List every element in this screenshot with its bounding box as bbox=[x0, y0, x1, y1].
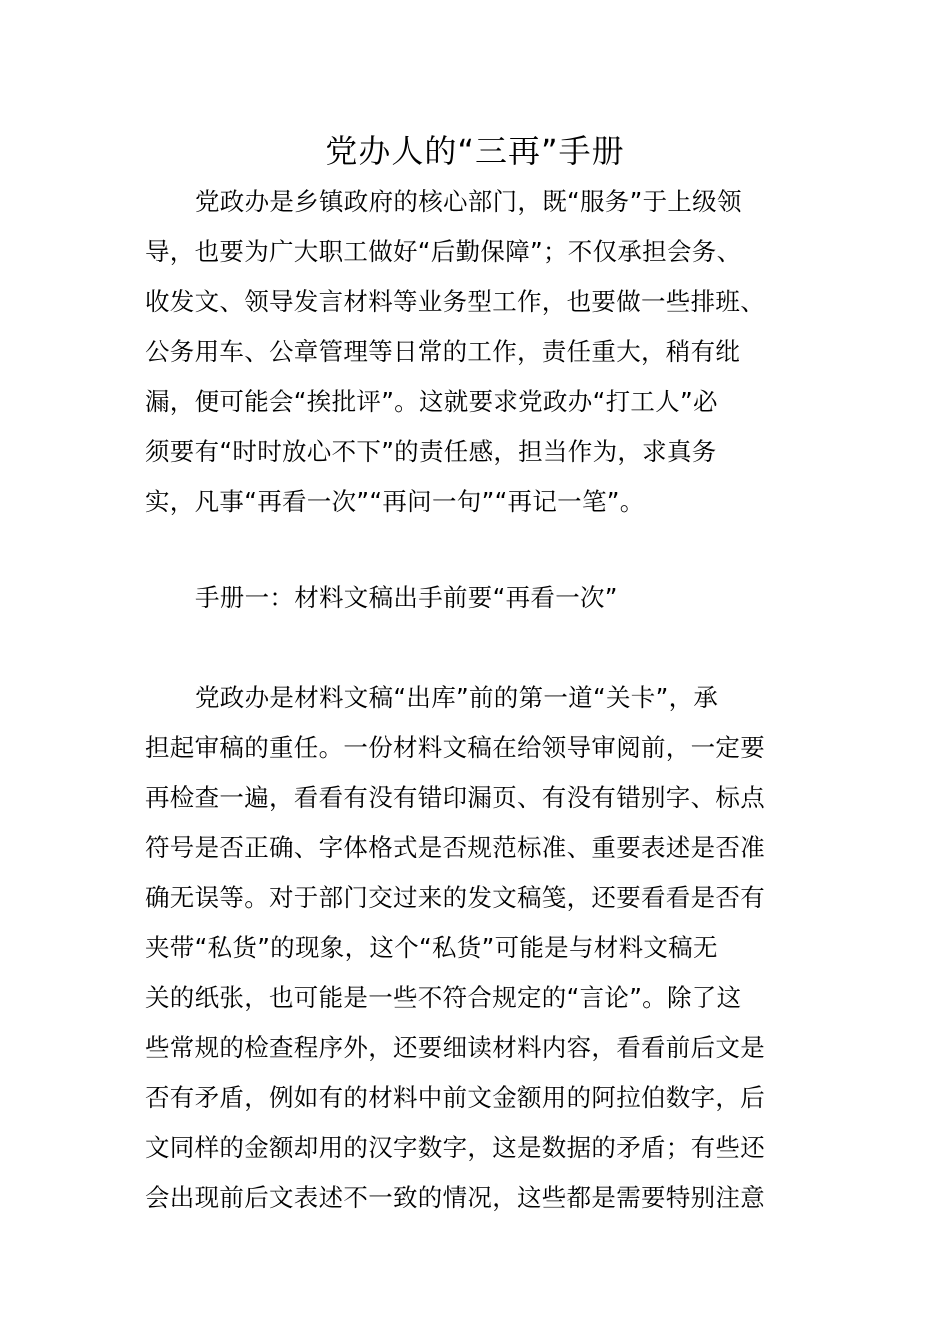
paragraph-line: 实，凡事“再看一次”“再问一句”“再记一笔”。 bbox=[145, 487, 645, 516]
document-title: 党办人的“三再”手册 bbox=[325, 132, 625, 170]
paragraph-line: 党政办是乡镇政府的核心部门，既“服务”于上级领 bbox=[195, 187, 742, 216]
paragraph-line: 漏，便可能会“挨批评”。这就要求党政办“打工人”必 bbox=[145, 387, 718, 416]
paragraph-line: 会出现前后文表述不一致的情况，这些都是需要特别注意 bbox=[145, 1183, 765, 1212]
paragraph-line: 须要有“时时放心不下”的责任感，担当作为，求真务 bbox=[145, 437, 717, 466]
paragraph-line: 夹带“私货”的现象，这个“私货”可能是与材料文稿无 bbox=[145, 933, 718, 962]
section-heading-text: 手册一：材料文稿出手前要“再看一次” bbox=[195, 583, 618, 612]
paragraph-line: 公务用车、公章管理等日常的工作，责任重大，稍有纰 bbox=[145, 337, 741, 366]
paragraph-line: 文同样的金额却用的汉字数字，这是数据的矛盾；有些还 bbox=[145, 1133, 765, 1162]
intro-paragraph bbox=[145, 177, 807, 527]
section-heading bbox=[145, 573, 807, 623]
paragraph-line: 否有矛盾，例如有的材料中前文金额用的阿拉伯数字，后 bbox=[145, 1083, 765, 1112]
paragraph-line: 党政办是材料文稿“出库”前的第一道“关卡”，承 bbox=[195, 683, 719, 712]
paragraph-line: 关的纸张，也可能是一些不符合规定的“言论”。除了这 bbox=[145, 983, 742, 1012]
section-paragraph bbox=[145, 673, 807, 1223]
paragraph-line: 担起审稿的重任。一份材料文稿在给领导审阅前，一定要 bbox=[145, 733, 765, 762]
paragraph-line: 些常规的检查程序外，还要细读材料内容，看看前后文是 bbox=[145, 1033, 765, 1062]
paragraph-line: 符号是否正确、字体格式是否规范标准、重要表述是否准 bbox=[145, 833, 765, 862]
paragraph-line: 收发文、领导发言材料等业务型工作，也要做一些排班、 bbox=[145, 287, 765, 316]
paragraph-line: 再检查一遍，看看有没有错印漏页、有没有错别字、标点 bbox=[145, 783, 765, 812]
paragraph-line: 确无误等。对于部门交过来的发文稿笺，还要看看是否有 bbox=[145, 883, 765, 912]
paragraph-line: 导，也要为广大职工做好“后勤保障”；不仅承担会务、 bbox=[145, 237, 742, 266]
